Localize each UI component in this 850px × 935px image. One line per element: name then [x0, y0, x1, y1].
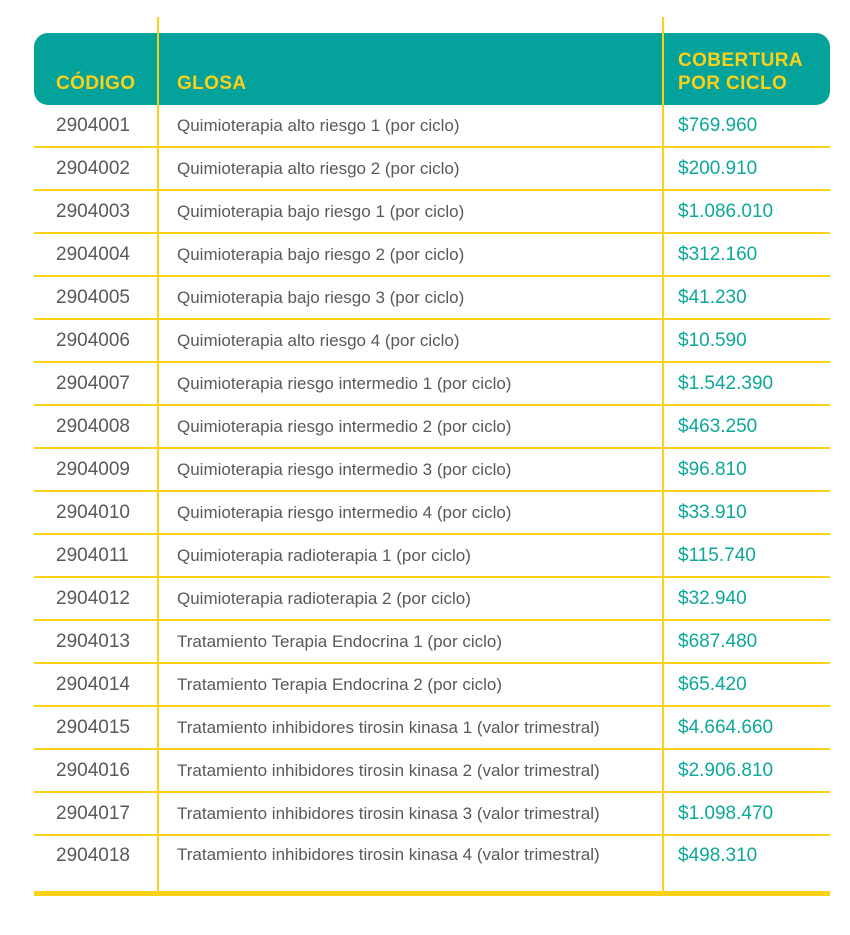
- cell-cobertura: $498.310: [678, 845, 758, 866]
- header-glosa: GLOSA: [177, 73, 247, 95]
- cell-glosa: Quimioterapia alto riesgo 2 (por ciclo): [177, 158, 460, 178]
- cell-cobertura: $1.098.470: [678, 802, 774, 824]
- cell-glosa: Tratamiento inhibidores tirosin kinasa 1 (valor trimestral): [177, 717, 600, 737]
- cell-glosa: Quimioterapia riesgo intermedio 1 (por ciclo): [177, 373, 512, 393]
- cell-codigo: 2904004: [56, 243, 130, 265]
- table-row: [34, 363, 830, 406]
- cell-codigo: 2904009: [56, 458, 130, 480]
- cell-cobertura: $312.160: [678, 243, 758, 265]
- cell-codigo: 2904002: [56, 157, 130, 179]
- coverage-table: [34, 33, 830, 896]
- cell-glosa: Quimioterapia alto riesgo 4 (por ciclo): [177, 330, 460, 350]
- cell-codigo: 2904005: [56, 286, 130, 308]
- cell-cobertura: $463.250: [678, 415, 758, 437]
- cell-glosa: Quimioterapia riesgo intermedio 3 (por ciclo): [177, 459, 512, 479]
- cell-codigo: 2904012: [56, 587, 130, 609]
- cell-glosa: Quimioterapia radioterapia 1 (por ciclo): [177, 545, 471, 565]
- column-separator-1: [157, 17, 159, 896]
- cell-cobertura: $96.810: [678, 458, 747, 480]
- cell-codigo: 2904001: [56, 114, 130, 136]
- table-row: [34, 836, 830, 891]
- header-codigo: CÓDIGO: [56, 73, 136, 95]
- cell-glosa: Quimioterapia riesgo intermedio 2 (por ciclo): [177, 416, 512, 436]
- cell-cobertura: $4.664.660: [678, 716, 774, 738]
- table-row: [34, 148, 830, 191]
- cell-cobertura: $115.740: [678, 544, 756, 566]
- cell-cobertura: $1.542.390: [678, 372, 774, 394]
- header-cobertura-por-ciclo: COBERTURA POR CICLO: [678, 49, 803, 95]
- table-row: [34, 578, 830, 621]
- table-bottom-border: [34, 891, 830, 896]
- cell-cobertura: $200.910: [678, 157, 758, 179]
- cell-glosa: Quimioterapia bajo riesgo 2 (por ciclo): [177, 244, 465, 264]
- table-row: [34, 234, 830, 277]
- table-row: [34, 535, 830, 578]
- cell-codigo: 2904016: [56, 759, 130, 781]
- cell-codigo: 2904014: [56, 673, 130, 695]
- cell-cobertura: $1.086.010: [678, 200, 774, 222]
- cell-glosa: Quimioterapia riesgo intermedio 4 (por ciclo): [177, 502, 512, 522]
- cell-cobertura: $33.910: [678, 501, 747, 523]
- table-row: [34, 793, 830, 836]
- cell-cobertura: $32.940: [678, 587, 747, 609]
- table-row: [34, 320, 830, 363]
- table-row: [34, 664, 830, 707]
- cell-glosa: Tratamiento inhibidores tirosin kinasa 2 (valor trimestral): [177, 760, 600, 780]
- cell-codigo: 2904015: [56, 716, 130, 738]
- cell-glosa: Tratamiento inhibidores tirosin kinasa 4 (valor trimestral): [177, 845, 600, 864]
- cell-glosa: Tratamiento Terapia Endocrina 1 (por ciclo): [177, 631, 503, 651]
- cell-glosa: Tratamiento Terapia Endocrina 2 (por ciclo): [177, 674, 503, 694]
- cell-cobertura: $41.230: [678, 286, 747, 308]
- cell-codigo: 2904018: [56, 845, 130, 866]
- cell-cobertura: $2.906.810: [678, 759, 774, 781]
- table-row: [34, 449, 830, 492]
- cell-cobertura: $65.420: [678, 673, 747, 695]
- cell-codigo: 2904008: [56, 415, 130, 437]
- table-row: [34, 707, 830, 750]
- cell-glosa: Quimioterapia alto riesgo 1 (por ciclo): [177, 115, 460, 135]
- cell-codigo: 2904013: [56, 630, 130, 652]
- cell-codigo: 2904010: [56, 501, 130, 523]
- cell-codigo: 2904007: [56, 372, 130, 394]
- cell-codigo: 2904017: [56, 802, 130, 824]
- cell-glosa: Quimioterapia bajo riesgo 3 (por ciclo): [177, 287, 465, 307]
- cell-glosa: Quimioterapia radioterapia 2 (por ciclo): [177, 588, 471, 608]
- table-row: [34, 191, 830, 234]
- cell-codigo: 2904011: [56, 544, 129, 566]
- cell-codigo: 2904006: [56, 329, 130, 351]
- table-row: [34, 492, 830, 535]
- table-row: [34, 277, 830, 320]
- table-row: [34, 406, 830, 449]
- cell-codigo: 2904003: [56, 200, 130, 222]
- table-row: [34, 750, 830, 793]
- column-separator-2: [662, 17, 664, 896]
- table-header-row: [34, 33, 830, 105]
- table-row: [34, 621, 830, 664]
- cell-glosa: Quimioterapia bajo riesgo 1 (por ciclo): [177, 201, 465, 221]
- cell-cobertura: $10.590: [678, 329, 747, 351]
- table-row: [34, 105, 830, 148]
- cell-cobertura: $769.960: [678, 114, 758, 136]
- table-body: [34, 105, 830, 891]
- cell-cobertura: $687.480: [678, 630, 758, 652]
- cell-glosa: Tratamiento inhibidores tirosin kinasa 3 (valor trimestral): [177, 803, 600, 823]
